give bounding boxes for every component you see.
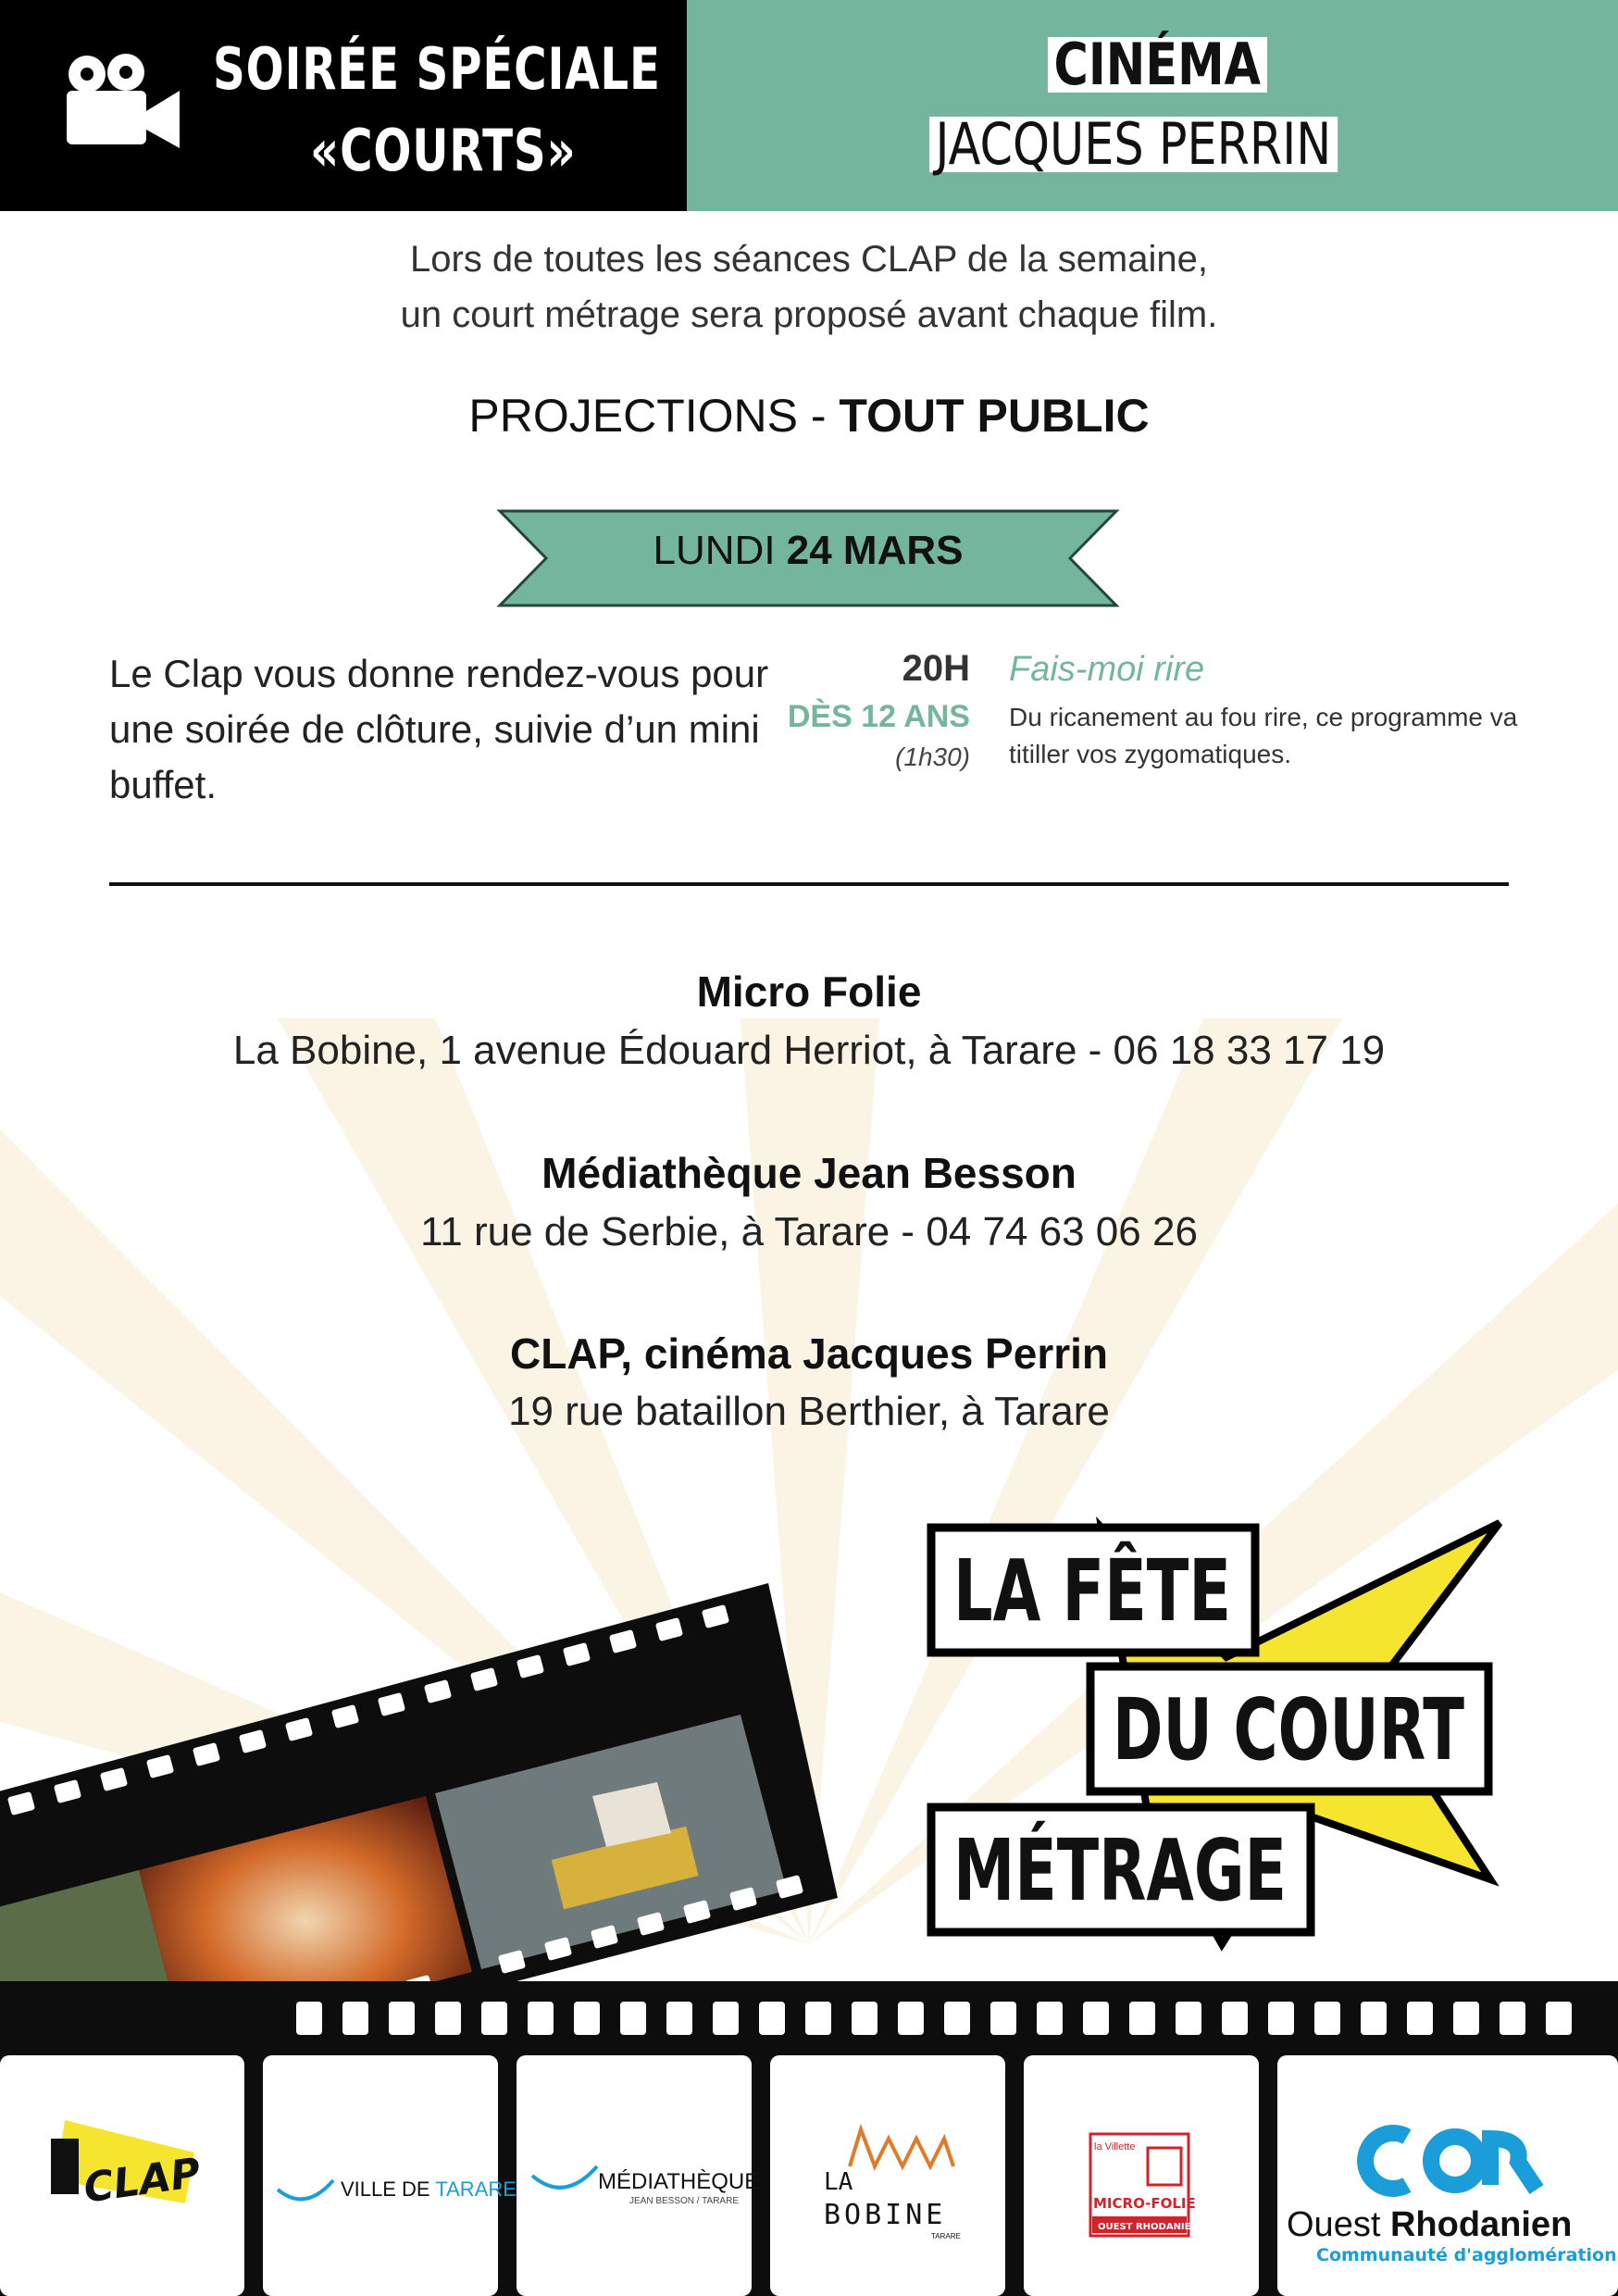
- cor-sub: Communauté d'agglomération: [1316, 2245, 1617, 2265]
- venue-address-clap: 19 rue bataillon Berthier, à Tarare: [508, 1389, 1110, 1434]
- intro-line2: un court métrage sera proposé avant chaque film.: [400, 294, 1218, 335]
- bobine-name: BOBINE: [824, 2199, 947, 2231]
- mediatheque-sub: JEAN BESSON / TARARE: [629, 2196, 739, 2206]
- film-title: Fais-moi rire: [1009, 650, 1205, 689]
- fete-line3: MÉTRAGE: [953, 1821, 1414, 1920]
- venue-name-clap: CLAP, cinéma Jacques Perrin: [510, 1329, 1108, 1378]
- session-duration: (1h30): [895, 742, 970, 771]
- venue-address-mediatheque: 11 rue de Serbie, à Tarare - 04 74 63 06 26: [420, 1209, 1198, 1254]
- cinema-name: JACQUES PERRIN: [929, 117, 1338, 172]
- projections-heading: [0, 389, 1618, 443]
- microfolie-name: MICRO-FOLIE: [1093, 2195, 1196, 2212]
- session-day: LUNDI: [653, 528, 787, 573]
- venue-address-micro-folie: La Bobine, 1 avenue Édouard Herriot, à Tarare - 06 18 33 17 19: [232, 1028, 1386, 1073]
- header-right-panel: [687, 0, 1618, 211]
- micro-folie-logo[interactable]: [1090, 2134, 1199, 2236]
- header-title-line2: «COURTS»: [310, 117, 577, 184]
- clap-logo-text: CLAP: [81, 2149, 204, 2213]
- ville-prefix: VILLE DE: [341, 2177, 436, 2201]
- session-description: Le Clap vous donne rendez-vous pour une soirée de clôture, suivie d’un mini buffet.: [109, 652, 769, 806]
- ville-name: TARARE: [435, 2177, 517, 2201]
- fete-line1: LA FÊTE: [953, 1541, 1337, 1641]
- bobine-sub: TARARE: [931, 2232, 961, 2240]
- header-title-line1: SOIRÉE SPÉCIALE: [213, 35, 661, 103]
- cor-name-light: Ouest: [1287, 2205, 1390, 2244]
- intro-line1: Lors de toutes les séances CLAP de la semaine,: [410, 239, 1208, 280]
- film-camera-icon: [61, 52, 183, 156]
- age-rating: DÈS 12 ANS: [787, 699, 970, 734]
- svg-text:Ouest Rhodanien: [1287, 2205, 1572, 2244]
- logo-film-strip: [0, 1981, 1618, 2296]
- projections-audience: TOUT PUBLIC: [839, 390, 1150, 442]
- microfolie-top: la Villette: [1094, 2141, 1136, 2152]
- svg-text:VILLE DE TARARE: [341, 2177, 517, 2201]
- bobine-la: LA: [824, 2168, 853, 2196]
- cinema-label: CINÉMA: [1048, 37, 1267, 93]
- session-time: 20H: [902, 648, 970, 689]
- fete-du-court-metrage-logo: [916, 1518, 1509, 1953]
- film-description: Du ricanement au fou rire, ce programme va titiller vos zygomatiques.: [1009, 703, 1518, 768]
- session-date-value: 24 MARS: [786, 528, 964, 573]
- cor-name-bold: Rhodanien: [1389, 2205, 1573, 2244]
- venue-name-mediatheque: Médiathèque Jean Besson: [541, 1149, 1077, 1197]
- venue-name-micro-folie: Micro Folie: [696, 967, 922, 1016]
- divider: [109, 882, 1509, 886]
- header-left-panel: [0, 0, 687, 211]
- fete-line2: DU COURT: [1113, 1680, 1465, 1779]
- microfolie-sub: OUEST RHODANIEN: [1098, 2222, 1199, 2232]
- mediatheque-name: MÉDIATHÈQUE: [598, 2169, 760, 2194]
- session-date: [498, 528, 1118, 574]
- projections-label: PROJECTIONS -: [468, 390, 840, 442]
